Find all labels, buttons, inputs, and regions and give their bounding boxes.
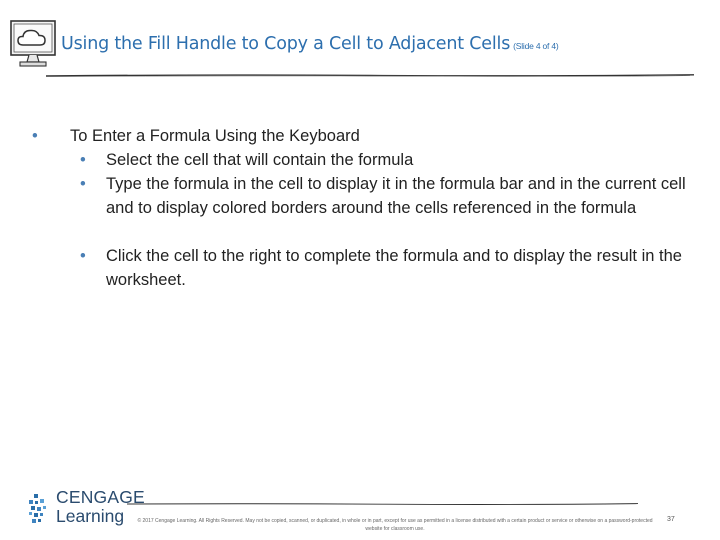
page-number: 37 — [667, 516, 675, 523]
bullet-marker: • — [80, 151, 86, 169]
bullet-text: To Enter a Formula Using the Keyboard — [70, 127, 360, 145]
cengage-logo-mark — [28, 492, 52, 524]
copyright-notice: © 2017 Cengage Learning. All Rights Reserved. May not be copied, scanned, or duplicated, in whole or in part, except for use as permitted in a license distributed with a certain product or service or otherwise on a password-protected website for classroom use. — [137, 518, 653, 532]
cloud-computer-icon — [8, 18, 58, 70]
bullet-text: Select the cell that will contain the formula — [106, 151, 414, 169]
bullet-level2-2 — [80, 172, 696, 220]
bullet-level2-3 — [80, 244, 696, 292]
logo-text-cengage: CENGAGE — [56, 487, 145, 507]
slide-title-text: Using the Fill Handle to Copy a Cell to Adjacent Cells — [61, 34, 511, 54]
bullet-level1 — [32, 124, 690, 148]
bullet-marker: • — [32, 127, 38, 145]
logo-text-learning: Learning — [56, 506, 125, 526]
title-divider — [40, 70, 700, 80]
bullet-level2-1 — [80, 148, 696, 172]
bullet-marker: • — [80, 175, 86, 193]
bullet-text: Type the formula in the cell to display it in the formula bar and in the current cell and to display colored borders around the cells referenced in the formula — [106, 175, 686, 217]
slide-title — [61, 34, 559, 54]
footer-divider — [125, 500, 640, 508]
bullet-text: Click the cell to the right to complete the formula and to display the result in the worksheet. — [106, 247, 682, 289]
slide-subtitle: (Slide 4 of 4) — [513, 41, 559, 51]
bullet-marker: • — [80, 247, 86, 265]
